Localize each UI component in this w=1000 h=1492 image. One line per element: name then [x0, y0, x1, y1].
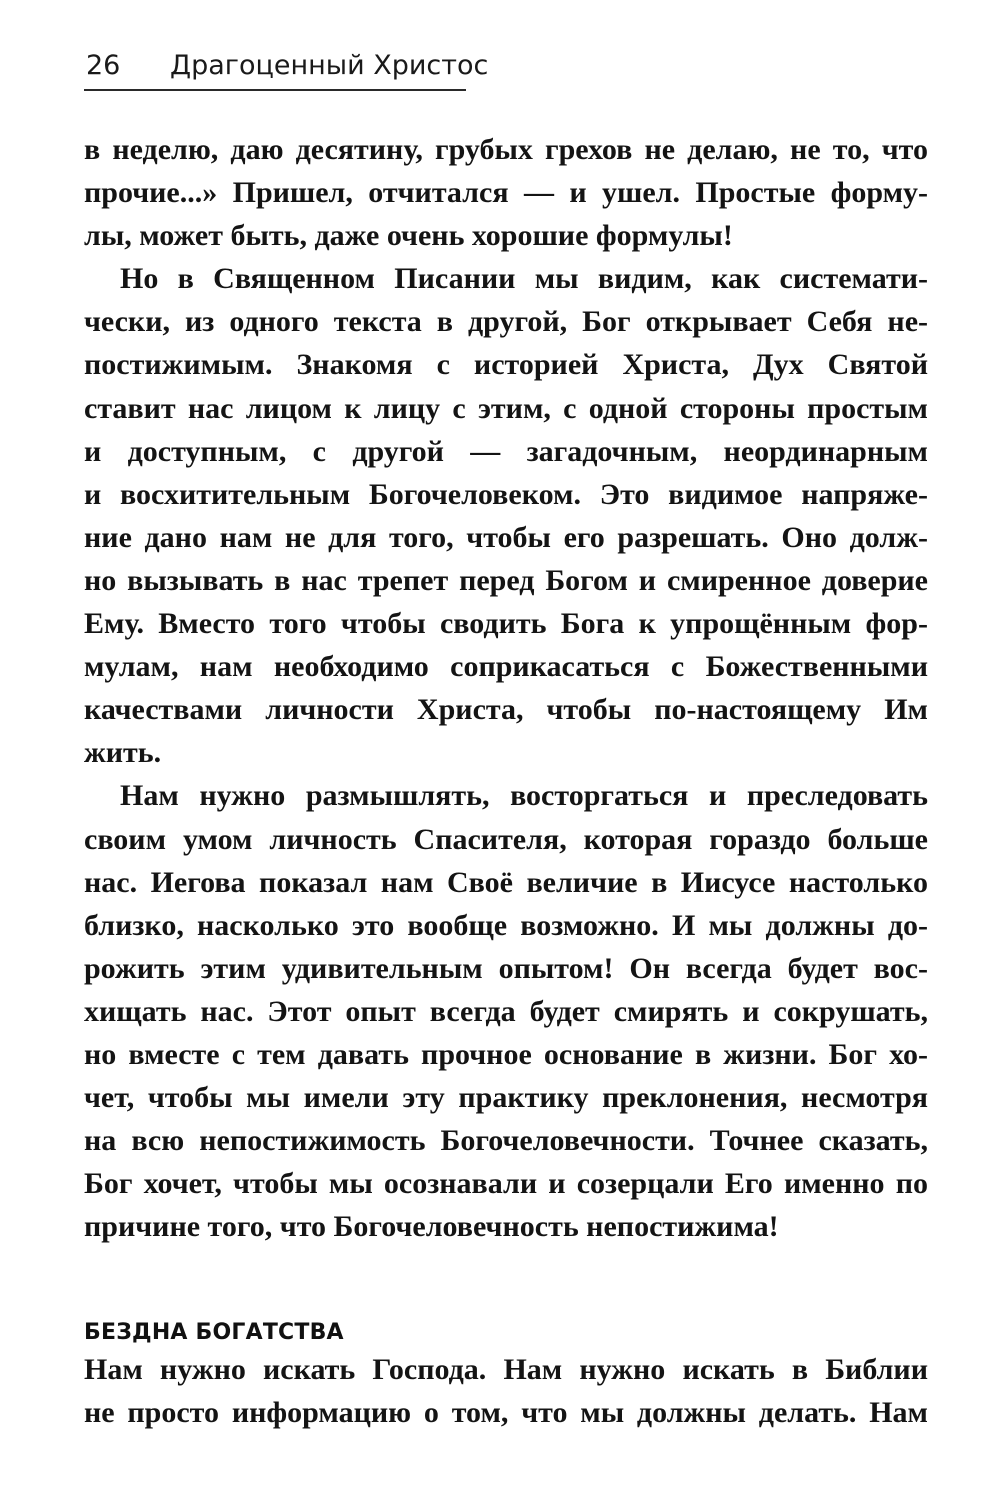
running-title: Драгоценный Христос: [170, 50, 489, 81]
text-line: Бог хочет, чтобы мы осознавали и созерцали Его именно по: [84, 1167, 928, 1201]
text-line: Нам нужно размышлять, восторгаться и преследовать: [120, 779, 928, 813]
text-line: Ему. Вместо того чтобы сводить Бога к упрощённым фор-: [84, 607, 928, 641]
text-line: чески, из одного текста в другой, Бог открывает Себя не-: [84, 305, 928, 339]
text-line: прочие...» Пришел, отчитался — и ушел. Простые форму-: [84, 176, 928, 210]
text-line: но вместе с тем давать прочное основание в жизни. Бог хо-: [84, 1037, 928, 1071]
text-line: чет, чтобы мы имели эту практику преклонения, несмотря: [84, 1081, 928, 1115]
section-paragraph: [84, 1348, 928, 1434]
text-line: мулам, нам необходимо соприкасаться с Божественными: [84, 650, 928, 684]
text-line: жить.: [84, 736, 162, 770]
text-line: и восхитительным Богочеловеком. Это видимое напряже-: [84, 477, 928, 511]
section-body-text: [84, 1348, 928, 1434]
text-line: ставит нас лицом к лицу с этим, с одной стороны простым: [84, 391, 928, 425]
text-line: на всю непостижимость Богочеловечности. Точнее сказать,: [84, 1124, 928, 1158]
page-number: 26: [86, 50, 121, 81]
text-line: хищать нас. Этот опыт всегда будет смирять и сокрушать,: [84, 994, 928, 1028]
text-line: постижимым. Знакомя с историей Христа, Дух Святой: [84, 348, 928, 382]
text-line: и доступным, с другой — загадочным, неординарным: [84, 434, 928, 468]
text-line: не просто информацию о том, что мы должны делать. Нам: [84, 1396, 928, 1430]
running-head: [86, 46, 489, 86]
paragraph-3: [84, 774, 928, 1248]
text-line: но вызывать в нас трепет перед Богом и смиренное доверие: [84, 563, 928, 597]
text-line: рожить этим удивительным опытом! Он всегда будет вос-: [84, 951, 928, 985]
section-heading: БЕЗДНА БОГАТСТВА: [84, 1320, 344, 1345]
paragraph-1: [84, 128, 928, 257]
text-line: нас. Иегова показал нам Своё величие в Иисусе настолько: [84, 865, 928, 899]
header-rule: [84, 89, 466, 91]
text-line: причине того, что Богочеловечность непостижима!: [84, 1210, 779, 1244]
text-line: в неделю, даю десятину, грубых грехов не делаю, не то, что: [84, 133, 928, 166]
text-line: своим умом личность Спасителя, которая гораздо больше: [84, 822, 928, 856]
text-line: лы, может быть, даже очень хорошие формулы!: [84, 219, 733, 253]
paragraph-2: [84, 257, 928, 774]
text-line: Но в Священном Писании мы видим, как системати-: [120, 262, 928, 296]
text-line: качествами личности Христа, чтобы по-настоящему Им: [84, 693, 928, 727]
text-line: близко, насколько это вообще возможно. И мы должны до-: [84, 908, 928, 942]
body-text: [84, 128, 928, 1248]
text-line: ние дано нам не для того, чтобы его разрешать. Оно долж-: [84, 520, 928, 554]
text-line: Нам нужно искать Господа. Нам нужно искать в Библии: [84, 1353, 928, 1386]
